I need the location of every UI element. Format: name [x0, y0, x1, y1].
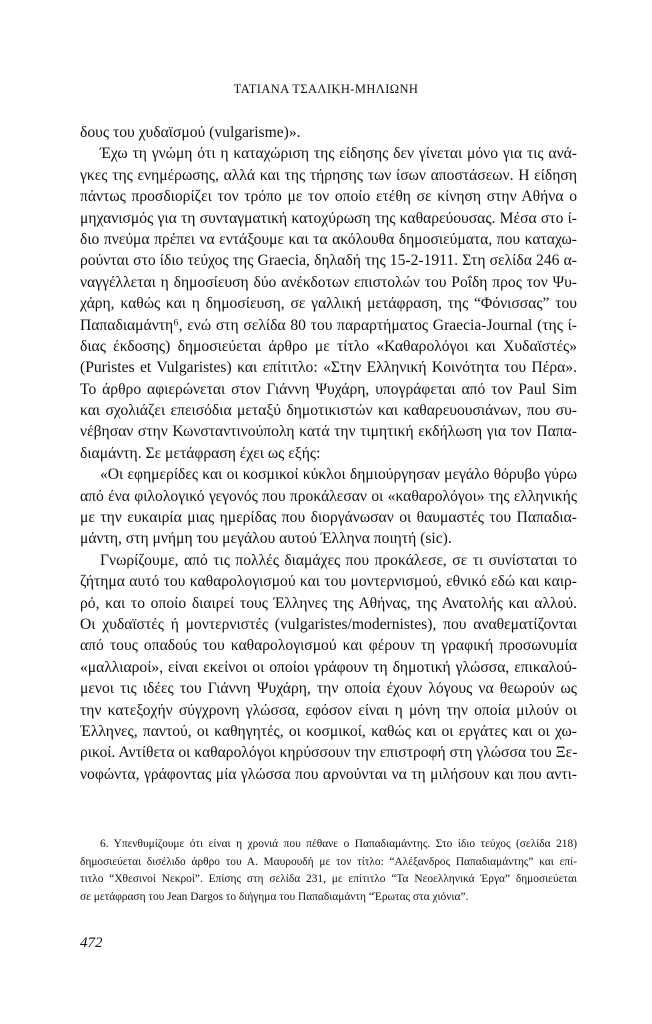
body-line: Γνωρίζουμε, από τις πολλές διαμάχες που προκάλεσε, σε τι συνίσταται το: [100, 551, 577, 569]
body-line: μενοι τις ιδέες του Γιάννη Ψυχάρη, την οποία έχουν λόγους να θεωρούν ως: [80, 680, 577, 698]
body-line: νέβησαν στην Κωνσταντινούπολη κατά την τιμητική εκδήλωση για τον Παπα-: [80, 423, 577, 441]
running-head: ΤΑΤΙΑΝΑ ΤΣΑΛΙΚΗ-ΜΗΛΙΩΝΗ: [233, 82, 419, 96]
body-line: πάντως προσδιορίζει τον τρόπο με τον οποίο ετέθη σε κίνηση στην Αθήνα ο: [80, 188, 577, 206]
footnote-line: 6. Υπενθυμίζουμε ότι είναι η χρονιά που πέθανε ο Παπαδιαμάντης. Στο ίδιο τεύχος (σελίδα 218): [100, 838, 577, 850]
body-line: «Οι εφημερίδες και οι κοσμικοί κύκλοι δημιούργησαν μεγάλο θόρυβο γύρω: [100, 466, 577, 484]
body-text: [80, 122, 577, 785]
body-line: Το άρθρο αφιερώνεται στον Γιάννη Ψυχάρη, υπογράφεται από τον Paul Sim: [80, 380, 577, 398]
body-line: με την ευκαιρία μιας ημερίδας που διοργάνωσαν οι θαυμαστές του Παπαδια-: [80, 509, 577, 527]
body-line: ζήτημα αυτό του καθαρολογισμού και του μοντερνισμού, εθνικό εδώ και καιρ-: [80, 573, 577, 591]
body-line: Οι χυδαϊστές ή μοντερνιστές (vulgaristes/modernistes), που αναθεματίζονται: [80, 615, 577, 633]
body-line: την κατεξοχήν σύγχρονη γλώσσα, εφόσον είναι η μόνη την οποία μιλούν οι: [80, 701, 577, 719]
footnote-line: δημοσιεύεται δισέλιδο άρθρο του Α. Μαυρουδή με τον τίτλο: “Αλέξανδρος Παπαδιαμάντης” και επί-: [80, 855, 577, 868]
body-line: ρικοί. Αντίθετα οι καθαρολόγοι κηρύσσουν την επιστροφή στη γλώσσα του Ξε-: [80, 744, 577, 762]
body-line: νοφώντα, γράφοντας μία γλώσσα που αρνούνται να τη μιλήσουν και που αντι-: [80, 765, 577, 783]
body-line: «μαλλιαροί», είναι εκείνοι οι οποίοι γράφουν τη δημοτική γλώσσα, επικαλού-: [80, 658, 577, 676]
body-line: δους του χυδαϊσμού (vulgarisme)».: [80, 124, 301, 141]
body-line: διαμάντη. Σε μετάφραση έχει ως εξής:: [80, 444, 321, 462]
body-line: διο πνεύμα πρέπει να εντάξουμε και τα ακόλουθα δημοσιεύματα, που καταχω-: [80, 230, 577, 248]
body-line: μηχανισμός για τη συνταγματική κατοχύρωση της καθαρεύουσας. Μέσα στο ί-: [80, 209, 577, 227]
body-line: (Puristes et Vulgaristes) και επίτιτλο: «Στην Ελληνική Κοινότητα του Πέρα».: [80, 359, 577, 377]
body-line: Έλληνες, παντού, οι καθηγητές, οι κοσμικοί, καθώς και οι εργάτες και οι χω-: [80, 722, 577, 740]
body-line: γκες της ενημέρωσης, αλλά και της τήρησης των ίσων αποστάσεων. Η είδηση: [80, 166, 577, 184]
body-line: χάρη, καθώς και η δημοσίευση, σε γαλλική μετάφραση, της “Φόνισσας” του: [80, 295, 577, 313]
body-line: ρό, και το οποίο διαιρεί τους Έλληνες της Αθήνας, της Ανατολής και αλλού.: [80, 594, 577, 612]
body-line: ρούνται στο ίδιο τεύχος της Graecia, δηλαδή της 15-2-1911. Στη σελίδα 246 α-: [80, 252, 577, 270]
page-number: 472: [80, 935, 103, 951]
footnote-line: τιτλο “Χθεσινοί Νεκροί”. Επίσης στη σελίδα 231, με επίτιτλο “Τα Νεοελληνικά Έργα” δημοσιεύεται: [80, 873, 577, 886]
body-line: από τους οπαδούς του καθαρολογισμού και φέρουν τη γραφική προσωνυμία: [80, 637, 577, 655]
body-line: Παπαδιαμάντη⁶, ενώ στη σελίδα 80 του παραρτήματος Graecia-Journal (της ί-: [80, 316, 577, 334]
footnote: [80, 836, 577, 906]
body-line: μάντη, στη μνήμη του μεγάλου αυτού Έλληνα ποιητή (sic).: [80, 530, 452, 548]
body-line: Έχω τη γνώμη ότι η καταχώριση της είδησης δεν γίνεται μόνο για τις ανά-: [100, 145, 577, 163]
body-line: διας έκδοσης) δημοσιεύεται άρθρο με τίτλο «Καθαρολόγοι και Χυδαϊστές»: [80, 337, 577, 355]
body-line: από ένα φιλολογικό γεγονός που προκάλεσαν οι «καθαρολόγοι» της ελληνικής: [80, 487, 577, 505]
body-line: ναγγέλλεται η δημοσίευση δύο ανέκδοτων επιστολών του Ροΐδη προς τον Ψυ-: [80, 273, 577, 291]
body-line: και σχολιάζει επεισόδια μεταξύ δημοτικιστών και καθαρευουσιάνων, που συ-: [80, 402, 577, 420]
footnote-line: σε μετάφραση του Jean Dargos το διήγημα του Παπαδιαμάντη “Έρωτας στα χιόνια”.: [80, 890, 469, 903]
